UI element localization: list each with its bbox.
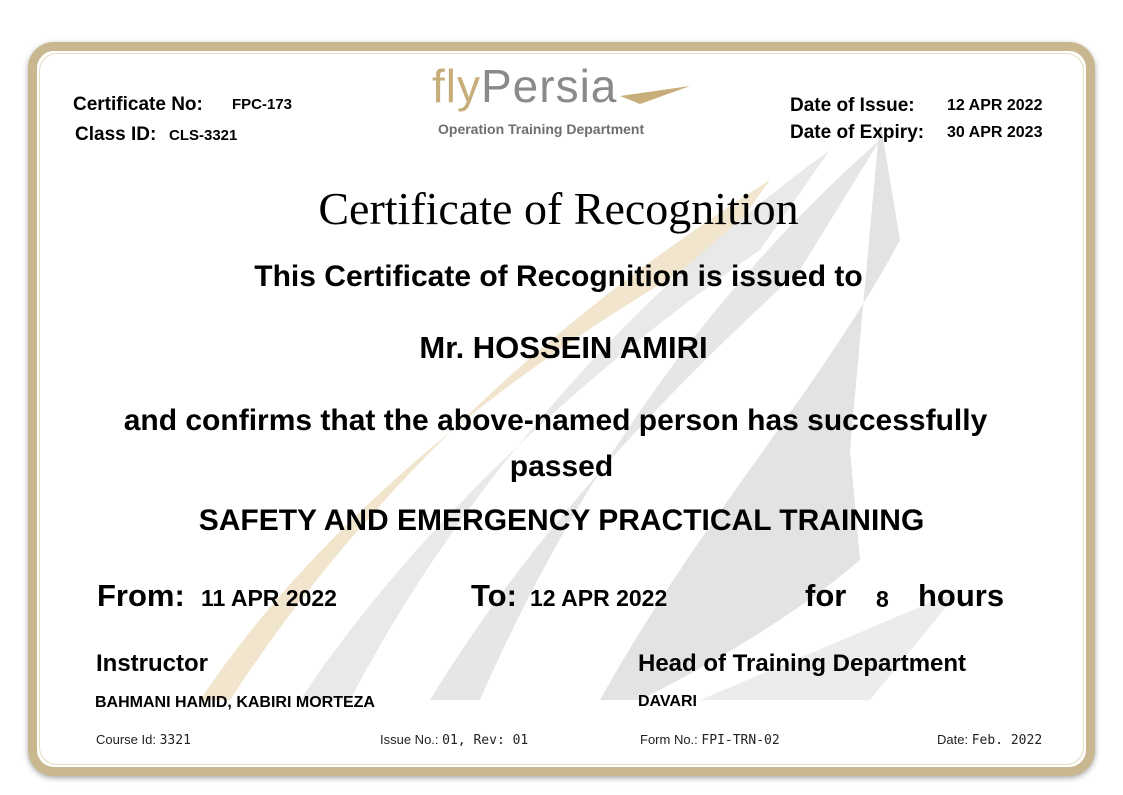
brand-fly: fly <box>432 60 481 112</box>
course-id-label: Course Id: <box>96 732 156 747</box>
brand-logo <box>432 60 617 112</box>
issue-no-value: 01, Rev: 01 <box>442 733 529 748</box>
footer-form-no <box>640 732 780 748</box>
for-label: for <box>805 578 847 613</box>
footer-date-value: Feb. 2022 <box>971 733 1043 748</box>
class-id-value: CLS-3321 <box>169 127 238 144</box>
to-label: To: <box>471 578 517 613</box>
brand-persia: Persia <box>481 60 618 112</box>
issue-no-label: Issue No.: <box>380 732 439 747</box>
date-issue-label: Date of Issue: <box>790 95 915 116</box>
head-name: DAVARI <box>638 693 697 710</box>
to-value: 12 APR 2022 <box>530 585 668 611</box>
from-value: 11 APR 2022 <box>201 585 337 611</box>
from-label: From: <box>97 578 185 613</box>
date-expiry-value: 30 APR 2023 <box>947 124 1043 141</box>
instructor-label: Instructor <box>96 650 209 677</box>
cert-no-value: FPC-173 <box>232 96 293 113</box>
date-expiry-label: Date of Expiry: <box>790 122 925 143</box>
form-no-label: Form No.: <box>640 732 698 747</box>
cert-no-label: Certificate No: <box>73 94 203 115</box>
footer-date-label: Date: <box>937 732 969 747</box>
issued-to-text: This Certificate of Recognition is issued to <box>254 260 863 293</box>
hours-value: 8 <box>876 586 889 612</box>
instructor-names: BAHMANI HAMID, KABIRI MORTEZA <box>95 694 375 711</box>
course-id-value: 3321 <box>159 733 191 748</box>
head-label: Head of Training Department <box>638 650 967 677</box>
course-name: SAFETY AND EMERGENCY PRACTICAL TRAINING <box>198 504 925 537</box>
date-issue-value: 12 APR 2022 <box>947 97 1043 114</box>
form-no-value: FPI-TRN-02 <box>701 733 780 748</box>
footer-issue-no <box>380 732 528 748</box>
confirms-text-line2: passed <box>509 450 614 483</box>
hours-label: hours <box>918 578 1005 613</box>
footer-date <box>937 732 1042 748</box>
department-label: Operation Training Department <box>438 121 645 137</box>
footer-course-id <box>96 732 191 748</box>
certificate-title: Certificate of Recognition <box>318 183 799 234</box>
confirms-text-line1: and confirms that the above-named person has successfully <box>123 404 988 437</box>
class-id-label: Class ID: <box>75 124 157 145</box>
recipient-name: Mr. HOSSEIN AMIRI <box>419 330 708 365</box>
